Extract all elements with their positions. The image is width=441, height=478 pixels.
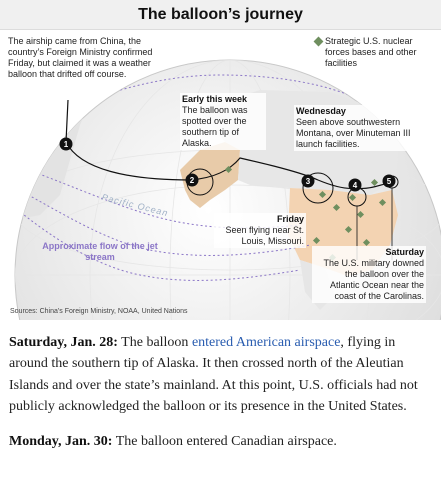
annotation-text: The balloon was spotted over the southern tip of Alaska. <box>182 105 248 148</box>
sources-line: Sources: China’s Foreign Ministry, NOAA, United Nations <box>10 308 188 315</box>
stop-number: 3 <box>305 177 311 186</box>
stop-marker-5 <box>383 175 396 188</box>
paragraph-date: Saturday, Jan. 28: <box>9 335 118 350</box>
annotation-text: Seen flying near St. Louis, Missouri. <box>225 225 304 246</box>
paragraph-date: Monday, Jan. 30: <box>9 433 113 449</box>
title-bar <box>0 0 441 30</box>
stop-marker-4 <box>349 179 362 192</box>
article-body <box>9 332 434 465</box>
jet-stream-label: Approximate flow of the jet stream <box>42 241 158 262</box>
legend-label: Strategic U.S. nuclear forces bases and other facilities <box>325 36 417 68</box>
annotation-text: The U.S. military downed the balloon over the Atlantic Ocean near the coast of the Carolinas. <box>323 258 424 301</box>
legend <box>325 36 437 69</box>
annotation-wednesday <box>294 105 432 151</box>
annotation-heading: Early this week <box>182 94 248 104</box>
stop-number: 5 <box>386 177 392 186</box>
stop-marker-2 <box>186 174 199 187</box>
stop-number: 1 <box>63 140 69 149</box>
stop-marker-1 <box>60 138 73 151</box>
paragraph-text: , flying in around the southern tip of Alaska. It then crossed north of the Aleutian Islands and over the state’s mainland. At this point, U.S. officials had not publicly acknowledged the balloon or its presence in the United States. <box>9 335 418 415</box>
annotation-heading: Saturday <box>385 247 424 257</box>
airspace-link[interactable]: entered American airspace <box>191 335 341 350</box>
stop-number: 4 <box>352 181 358 190</box>
map-area <box>0 30 441 320</box>
annotation-saturday <box>312 246 426 303</box>
article-paragraph <box>9 431 434 452</box>
graphic-title: The balloon’s journey <box>138 5 303 23</box>
stop-number: 2 <box>189 176 195 185</box>
paragraph-text: The balloon entered Canadian airspace. <box>115 433 337 449</box>
annotation-friday <box>214 213 306 248</box>
annotation-text: Seen above southwestern Montana, over Minuteman III launch facilities. <box>296 117 411 149</box>
annotation-heading: Friday <box>276 214 304 224</box>
annotation-heading: Wednesday <box>296 106 346 116</box>
intro-annotation: The airship came from China, the country’s Foreign Ministry confirmed Friday, but claimed it was a weather balloon that drifted off course. <box>8 36 153 79</box>
stop-marker-3 <box>302 175 315 188</box>
ocean-label: Pacific Ocean <box>100 192 170 219</box>
annotation-early-week <box>180 93 266 150</box>
article-paragraph <box>9 332 434 418</box>
paragraph-text: The balloon <box>121 335 189 350</box>
